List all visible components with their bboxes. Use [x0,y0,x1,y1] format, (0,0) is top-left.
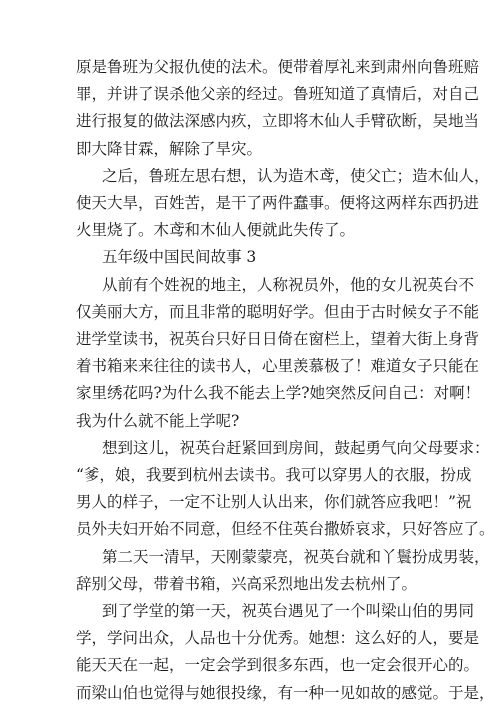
text-line-content: 原是鲁班为父报仇使的法术。便带着厚礼来到肃州向鲁班赔 [76,58,480,76]
text-line-content: 而梁山伯也觉得与她很投缘，有一种一见如故的感觉。于是， [76,683,495,702]
text-line [0,489,500,516]
text-line [0,136,500,163]
text-line [0,272,500,299]
text-line [0,190,500,217]
text-line-content: 进行报复的做法深感内疚，立即将木仙人手臂砍断，吴地当 [76,112,480,131]
text-line [0,598,500,625]
text-line-content: 着书箱来来往往的读书人，心里羡慕极了！难道女子只能在 [76,357,480,376]
text-line-content: 进学堂读书，祝英台只好日日倚在窗栏上，望着大街上身背 [76,330,480,348]
text-line [0,217,500,244]
text-line [0,571,500,598]
text-line [0,435,500,462]
text-line [0,353,500,380]
text-line-content: 即大降甘霖，解除了旱灾。 [76,139,263,158]
text-line [0,652,500,679]
text-line [0,462,500,489]
text-line-content: 之后，鲁班左思右想，认为造木鸢，使父亡；造木仙人， [102,166,490,185]
text-line [0,81,500,108]
text-line-content: 使天大旱，百姓苦，是干了两件蠢事。便将这两样东西扔进 [76,194,480,212]
text-line-content: 辞别父母，带着书箱，兴高采烈地出发去杭州了。 [76,574,418,593]
text-line-content: 家里绣花吗?为什么我不能去上学?她突然反问自己：对啊！ [76,384,481,403]
text-line-content: 我为什么就不能上学呢? [76,411,240,430]
text-line-content: 员外夫妇开始不同意，但经不住英台撒娇哀求，只好答应了。 [76,520,495,539]
section-heading-text: 五年级中国民间故事 3 [102,248,257,267]
section-heading [0,244,500,271]
text-line [0,516,500,543]
text-line-content: “爹，娘，我要到杭州去读书。我可以穿男人的衣服，扮成 [76,466,472,484]
text-line-content: 仅美丽大方，而且非常的聪明好学。但由于古时候女子不能 [76,302,480,321]
text-line-content: 从前有个姓祝的地主，人称祝员外，他的女儿祝英台不 [102,275,475,294]
text-line-content: 第二天一清早，天刚蒙蒙亮，祝英台就和丫鬟扮成男装， [102,547,490,566]
text-line [0,625,500,652]
text-line [0,326,500,353]
text-line [0,299,500,326]
text-line [0,408,500,435]
text-line-content: 能天天在一起，一定会学到很多东西，也一定会很开心的。 [76,656,480,675]
text-line [0,680,500,707]
text-line [0,108,500,135]
text-line-content: 学，学问出众，人品也十分优秀。她想：这么好的人，要是 [76,629,480,648]
text-line-content: 火里烧了。木鸢和木仙人便就此失传了。 [76,221,356,240]
text-line [0,54,500,81]
text-line [0,380,500,407]
text-line-content: 想到这儿，祝英台赶紧回到房间，鼓起勇气向父母要求： [102,438,490,457]
text-line-content: 男人的样子，一定不让别人认出来，你们就答应我吧！”祝 [76,493,472,512]
text-line-content: 罪，并讲了误杀他父亲的经过。鲁班知道了真情后，对自己 [76,85,480,104]
text-line [0,544,500,571]
text-line-content: 到了学堂的第一天，祝英台遇见了一个叫梁山伯的男同 [102,602,475,620]
text-line [0,163,500,190]
